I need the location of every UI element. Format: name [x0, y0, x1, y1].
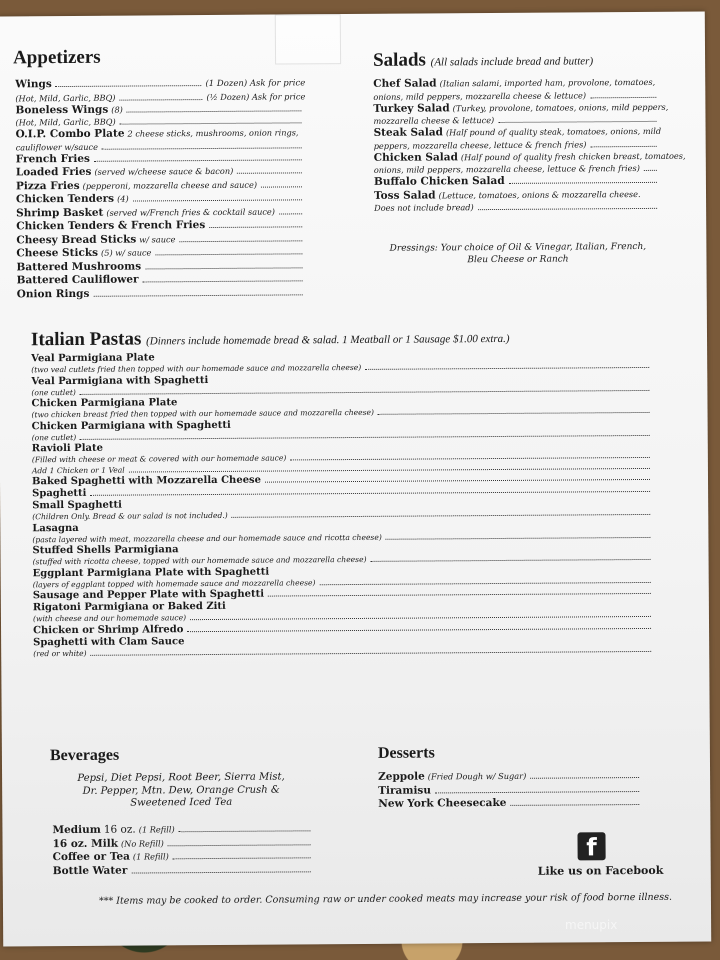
item-name: Chicken or Shrimp Alfredo [33, 623, 184, 636]
item-subtext: (Hot, Mild, Garlic, BBQ) [15, 92, 116, 103]
item-subtext: mozzarella cheese & lettuce) [373, 115, 495, 126]
item-name: Lasagna [32, 522, 79, 534]
dot-leader [435, 791, 639, 793]
dot-leader [120, 122, 302, 124]
item-name: Chicken Tenders [15, 192, 115, 206]
item-subline [374, 163, 661, 176]
item-name: Chicken Tenders & French Fries [16, 219, 206, 233]
item-subtext: (with cheese and our homemade sauce) [32, 613, 187, 624]
dot-leader [290, 457, 650, 461]
dot-leader [93, 294, 302, 296]
item-subline [374, 201, 661, 214]
salad-item [373, 76, 660, 92]
item-name: Spaghetti [32, 487, 87, 500]
facebook-label[interactable]: Like us on Facebook [537, 863, 664, 878]
dot-leader [129, 467, 650, 472]
item-description: 2 cheese sticks, mushrooms, onion rings, [127, 127, 299, 139]
sodas-line-3: Sweetened Iced Tea [130, 796, 233, 809]
item-subtext: (layers of eggplant topped with homemade sauce and mozzarella cheese) [32, 577, 316, 589]
item-subtext: Add 1 Chicken or 1 Veal [31, 465, 125, 475]
item-description: (5) w/ sauce [100, 247, 152, 258]
sodas-line-1: Pepsi, Diet Pepsi, Root Beer, Sierra Mist, [77, 771, 285, 784]
dot-leader [209, 226, 302, 228]
dressings-note [374, 242, 661, 267]
item-name: Toss Salad [373, 188, 436, 202]
item-subtext: Does not include bread) [374, 202, 474, 213]
dot-leader [590, 145, 656, 146]
item-name: Boneless Wings [15, 103, 109, 116]
item-name: Bottle Water [52, 864, 128, 877]
item-name: French Fries [15, 152, 90, 165]
item-name: Baked Spaghetti with Mozzarella Cheese [31, 474, 262, 488]
dot-leader [143, 280, 303, 282]
item-description: (4) [117, 193, 129, 204]
dot-leader [268, 593, 651, 597]
dot-leader [279, 213, 302, 214]
pastas-header [31, 326, 510, 351]
item-name: Chef Salad [373, 77, 437, 90]
footer-disclaimer: *** Items may be cooked to order. Consuming raw or under cooked meats may increase your risk of food borne illness. [98, 891, 673, 907]
dot-leader [371, 559, 651, 562]
item-name: Battered Mushrooms [16, 259, 142, 273]
item-name: Wings [15, 78, 52, 91]
item-subtext: (Children Only. Bread & our salad is not included.) [32, 510, 228, 522]
beverage-item [53, 863, 315, 878]
salads-header [373, 48, 593, 72]
item-name: Sausage and Pepper Plate with Spaghetti [32, 588, 265, 602]
dot-leader [237, 172, 302, 173]
appetizer-item [16, 205, 306, 221]
beverages-list [52, 822, 314, 878]
appetizer-item [17, 286, 307, 302]
item-name: Steak Salad [373, 126, 443, 139]
dot-leader [119, 99, 202, 101]
dot-leader [91, 650, 652, 655]
item-subtext: (one cutlet) [31, 387, 76, 397]
dot-leader [261, 186, 302, 187]
item-name: Ravioli Plate [31, 442, 103, 455]
item-name: Cheese Sticks [16, 246, 99, 260]
dressings-line-1: Dressings: Your choice of Oil & Vinegar, Italian, French, [389, 241, 647, 254]
item-name: Loaded Fries [15, 165, 92, 179]
dot-leader [187, 627, 651, 631]
item-name: Pizza Fries [15, 179, 80, 192]
dot-leader [155, 253, 302, 255]
dot-leader [90, 491, 650, 496]
appetizer-item [16, 126, 306, 142]
item-name: Chicken Parmigiana Plate [31, 397, 178, 410]
item-description: (1 Refill) [132, 851, 169, 862]
item-name: Eggplant Parmigiana Plate with Spaghetti [32, 566, 270, 579]
dessert-item [378, 796, 643, 811]
item-subprice: (½ Dozen) Ask for price [206, 90, 306, 102]
dot-leader [133, 199, 302, 201]
item-name: Turkey Salad [373, 101, 450, 115]
item-price: (1 Dozen) Ask for price [205, 78, 306, 90]
dot-leader [365, 367, 649, 370]
item-name: Chicken Salad [373, 150, 458, 164]
dot-leader [478, 208, 657, 210]
item-size: 16 oz. [103, 823, 136, 836]
item-subtext: (Hot, Mild, Garlic, BBQ) [15, 116, 116, 128]
dressings-line-2: Bleu Cheese or Ranch [467, 253, 569, 265]
item-name: Buffalo Chicken Salad [373, 174, 505, 188]
dot-leader [530, 777, 639, 779]
item-subtext: (two veal cutlets fried then topped with our homemade sauce and mozzarella cheese) [31, 362, 362, 375]
dot-leader [190, 616, 651, 620]
dot-leader [498, 121, 656, 123]
item-name: Onion Rings [16, 287, 90, 300]
item-subtext: (pasta layered with meat, mozzarella cheese and our homemade sauce and ricotta cheese) [32, 532, 382, 544]
item-name: Medium [52, 823, 101, 837]
dot-leader [386, 536, 651, 539]
dot-leader [94, 159, 302, 161]
appetizers-title: Appetizers [12, 46, 101, 69]
dot-leader [145, 267, 302, 269]
desserts-list [378, 769, 643, 811]
item-name: Spaghetti with Clam Sauce [33, 635, 185, 648]
item-name: Cheesy Bread Sticks [16, 233, 137, 246]
item-subtext: (Filled with cheese or meat & covered with our homemade sauce) [31, 453, 287, 465]
salad-item [373, 100, 669, 116]
item-subtext: peppers, mozzarella cheese, lettuce & french fries) [373, 138, 587, 151]
item-name: Tiramisu [378, 783, 432, 797]
item-description: (8) [111, 104, 123, 115]
dot-leader [168, 844, 311, 846]
item-subtext: (stuffed with ricotta cheese, topped with our homemade sauce and mozzarella cheese) [32, 554, 367, 567]
dot-leader [265, 479, 650, 483]
pastas-note: (Dinners include homemade bread & salad. 1 Meatball or 1 Sausage $1.00 extra.) [146, 332, 510, 348]
dot-leader [127, 110, 302, 112]
pastas-title: Italian Pastas [30, 328, 142, 351]
item-subtext: cauliflower w/sauce [15, 141, 99, 152]
item-name: Veal Parmigiana with Spaghetti [31, 374, 209, 387]
desserts-title: Desserts [377, 744, 435, 762]
item-name: New York Cheesecake [378, 796, 507, 810]
item-description: (1 Refill) [138, 824, 175, 835]
item-description: (Half pound of quality fresh chicken breast, tomatoes, [460, 150, 686, 162]
item-description: (Fried Dough w/ Sugar) [427, 770, 527, 782]
tape [275, 14, 341, 64]
salad-item [374, 125, 661, 141]
dot-leader [173, 857, 311, 859]
appetizers-list [15, 76, 307, 301]
watermark-logo: menupix [565, 918, 618, 932]
item-name: Veal Parmigiana Plate [31, 352, 155, 365]
beverages-sodas [50, 771, 312, 810]
salads-note: (All salads include bread and butter) [430, 55, 594, 69]
item-description: (Half pound of quality steak, tomatoes, onions, mild [445, 125, 662, 138]
dot-leader [131, 871, 310, 873]
pastas-list [31, 349, 655, 659]
salads-title: Salads [373, 49, 426, 71]
item-subtext: onions, mild peppers, mozzarella cheese, lettuce & french fries) [373, 162, 640, 175]
dot-leader [509, 182, 657, 184]
item-description: (served w/French fries & cocktail sauce) [106, 206, 275, 218]
dot-leader [644, 170, 657, 171]
item-name: Small Spaghetti [32, 499, 122, 512]
dot-leader [56, 85, 202, 87]
dot-leader [102, 147, 302, 149]
item-description: (Italian salami, imported ham, provolone, tomatoes, [439, 76, 656, 89]
dot-leader [378, 412, 650, 415]
item-name: Battered Cauliflower [16, 273, 139, 287]
item-name: Coffee or Tea [52, 850, 130, 864]
dot-leader [232, 514, 651, 518]
salads-list [373, 76, 686, 214]
item-name: O.I.P. Combo Plate [15, 127, 125, 141]
item-description: w/ sauce [139, 233, 176, 244]
item-description: (No Refill) [120, 837, 164, 849]
dot-leader [319, 581, 650, 584]
item-name: 16 oz. Milk [52, 837, 119, 850]
item-description: (pepperoni, mozzarella cheese and sauce) [82, 179, 258, 191]
item-subtext: onions, mild peppers, mozzarella cheese & lettuce) [373, 89, 587, 102]
item-name: Chicken Parmigiana with Spaghetti [31, 419, 231, 432]
item-subtext: (one cutlet) [31, 432, 77, 442]
item-description: (Turkey, provolone, tomatoes, onions, mild peppers, [452, 101, 669, 113]
item-name: Zeppole [378, 770, 425, 783]
menu-paper [0, 12, 711, 947]
item-subtext: (red or white) [33, 648, 87, 658]
item-name: Rigatoni Parmigiana or Baked Ziti [32, 600, 226, 614]
salad-item [374, 187, 661, 203]
beverages-title: Beverages [49, 746, 120, 765]
item-subtext: (two chicken breast fried then topped with our homemade sauce and mozzarella cheese) [31, 407, 374, 420]
sodas-line-2: Dr. Pepper, Mtn. Dew, Orange Crush & [82, 784, 280, 797]
item-name: Shrimp Basket [16, 206, 104, 219]
item-description: (Lettuce, tomatoes, onions & mozzarella cheese. [438, 188, 641, 200]
dot-leader [179, 240, 302, 242]
facebook-icon[interactable]: f [577, 832, 605, 860]
dot-leader [179, 830, 311, 832]
item-description: (served w/cheese sauce & bacon) [94, 165, 234, 177]
item-name: Stuffed Shells Parmigiana [32, 544, 179, 557]
dot-leader [590, 96, 656, 97]
dot-leader [510, 804, 639, 806]
